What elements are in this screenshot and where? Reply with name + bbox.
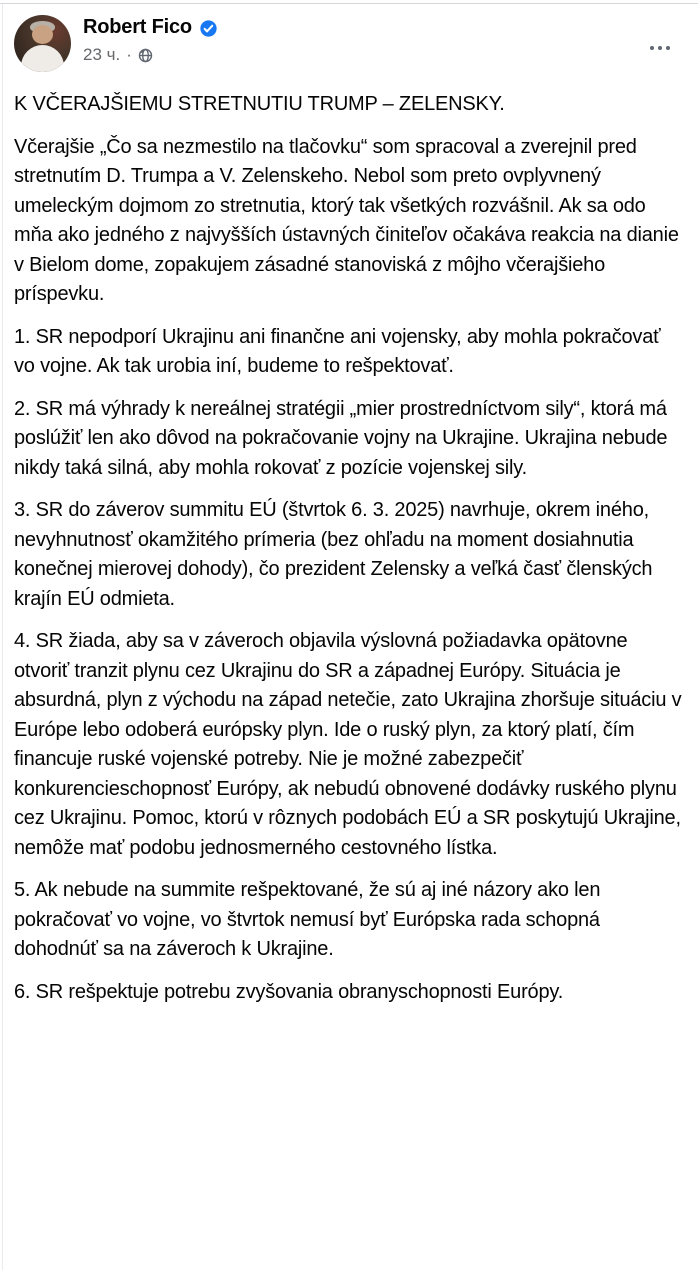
post-body: [14, 90, 685, 1020]
card-left-edge: [2, 4, 3, 1270]
post-header: [14, 15, 684, 73]
avatar-art: [21, 45, 64, 72]
post-paragraph: 5. Ak nebude na summite rešpektované, že sú aj iné názory ako len pokračovať vo vojne, vo štvrtok nemusí byť Európska rada schopná dohodnúť sa na záveroch k Ukrajine.: [14, 879, 606, 960]
avatar-art: [32, 25, 53, 44]
avatar[interactable]: [14, 15, 71, 72]
post-paragraph: 2. SR má výhrady k nereálnej stratégii „mier prostredníctvom sily“, ktorá má poslúžiť len ako dôvod na pokračovanie vojny na Ukrajine. Ukrajina nebude nikdy taká silná, aby mohla rokovať z pozície vojenskej sily.: [14, 397, 673, 479]
author-name[interactable]: Robert Fico: [83, 16, 192, 38]
ellipsis-icon: [658, 46, 662, 50]
globe-icon: [138, 48, 153, 63]
more-options-button[interactable]: [646, 42, 674, 54]
post-paragraph: Včerajšie „Čo sa nezmestilo na tlačovku“ som spracoval a zverejnil pred stretnutím D. Trumpa a V. Zelenskeho. Nebol som preto ovplyvnený umeleckým dojmom zo stretnutia, ktorý tak všetkých rozvášnil. Ak sa odo mňa ako jedného z najvyšších ústavných činiteľov očakáva reakcia na dianie v Bielom dome, zopakujem zásadné stanoviská z môjho včerajšieho príspevku.: [14, 135, 685, 305]
ellipsis-icon: [650, 46, 654, 50]
meta-separator: ·: [126, 45, 132, 64]
post-title: K VČERAJŠIEMU STRETNUTIU TRUMP – ZELENSKY.: [14, 93, 505, 115]
header-text: [83, 16, 217, 65]
verified-badge-icon: [200, 20, 217, 37]
post-paragraph: 6. SR rešpektuje potrebu zvyšovania obranyschopnosti Európy.: [14, 980, 564, 1003]
card-top-divider: [0, 3, 698, 4]
post-paragraph: 1. SR nepodporí Ukrajinu ani finančne ani vojensky, aby mohla pokračovať vo vojne. Ak tak urobia iní, budeme to rešpektovať.: [14, 325, 666, 377]
post-timestamp[interactable]: 23 ч.: [83, 45, 121, 64]
post-paragraph: 3. SR do záverov summitu EÚ (štvrtok 6. 3. 2025) navrhuje, okrem iného, nevyhnutnosť okamžitého prímeria (bez ohľadu na moment dosiahnutia konečnej mierovej dohody), čo prezident Zelensky a veľká časť členských krajín EÚ odmieta.: [14, 499, 658, 610]
post-paragraph: 4. SR žiada, aby sa v záveroch objavila výslovná požiadavka opätovne otvoriť tranzit plynu cez Ukrajinu do SR a západnej Európy. Situácia je absurdná, plyn z východu na západ netečie, zato Ukrajina zhoršuje situáciu v Európe lebo odoberá európsky plyn. Ide o ruský plyn, za ktorý platí, čím financuje ruské vojenské potreby. Nie je možné zabezpečiť konkurencieschopnosť Európy, ak nebudú obnovené dodávky ruského plynu cez Ukrajinu. Pomoc, ktorú v rôznych podobách EÚ a SR poskytujú Ukrajine, nemôže mať podobu jednosmerného cestovného lístka.: [14, 630, 687, 859]
ellipsis-icon: [666, 46, 670, 50]
